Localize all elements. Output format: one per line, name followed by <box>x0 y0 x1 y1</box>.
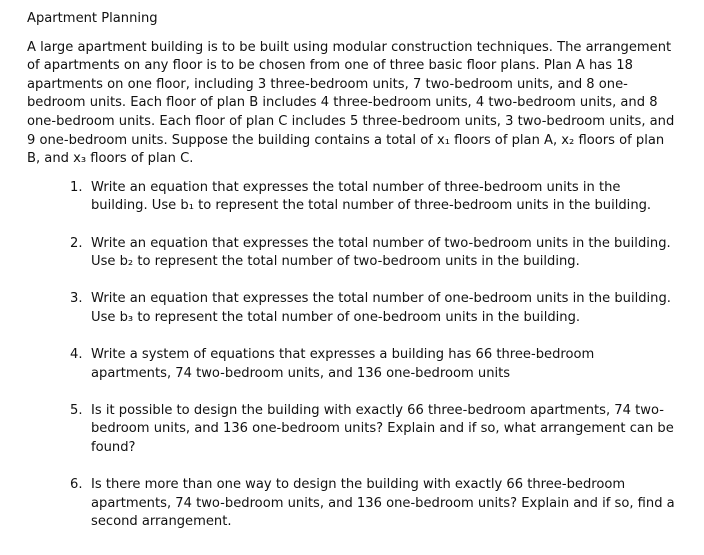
question-item <box>27 346 677 383</box>
question-number: 2. <box>70 235 83 251</box>
intro-paragraph: A large apartment building is to be built using modular construction techniques. The arrangement of apartments on any floor is to be chosen from one of three basic floor plans. Plan A has 18 apartments on one floor, including 3 three-bedroom units, 7 two-bedroom units, and 8 one-bedroom units. Each floor of plan B includes 4 three-bedroom units, 4 two-bedroom units, and 8 one-bedroom units. Each floor of plan C includes 5 three-bedroom units, 3 two-bedroom units, and 9 one-bedroom units. Suppose the building contains a total of x₁ floors of plan A, x₂ floors of plan B, and x₃ floors of plan C. <box>27 39 675 167</box>
question-text: Is it possible to design the building with exactly 66 three-bedroom apartments, 74 two-bedroom units, and 136 one-bedroom units? Explain and if so, what arrangement can be found? <box>91 402 674 456</box>
question-text: Write a system of equations that expresses a building has 66 three-bedroom apartments, 74 two-bedroom units, and 136 one-bedroom units <box>91 347 595 381</box>
question-item <box>27 476 677 532</box>
question-number: 1. <box>70 179 83 195</box>
question-list <box>27 179 677 532</box>
question-text: Write an equation that expresses the total number of three-bedroom units in the building. Use b₁ to represent the total number of three-bedroom units in the building. <box>91 179 652 214</box>
question-number: 3. <box>70 291 83 307</box>
question-item <box>27 235 677 272</box>
question-item <box>27 290 677 327</box>
question-number: 5. <box>70 402 83 418</box>
question-text: Write an equation that expresses the total number of one-bedroom units in the building. Use b₃ to represent the total number of one-bedroom units in the building. <box>91 291 671 325</box>
document-title: Apartment Planning <box>27 11 158 26</box>
question-number: 6. <box>70 477 83 493</box>
question-text: Is there more than one way to design the building with exactly 66 three-bedroom apartments, 74 two-bedroom units, and 136 one-bedroom units? Explain and if so, find a second arrangement. <box>91 477 675 530</box>
question-item <box>27 402 677 458</box>
question-number: 4. <box>70 347 83 363</box>
question-text: Write an equation that expresses the total number of two-bedroom units in the building. Use b₂ to represent the total number of two-bedroom units in the building. <box>91 235 671 270</box>
question-item <box>27 179 677 216</box>
